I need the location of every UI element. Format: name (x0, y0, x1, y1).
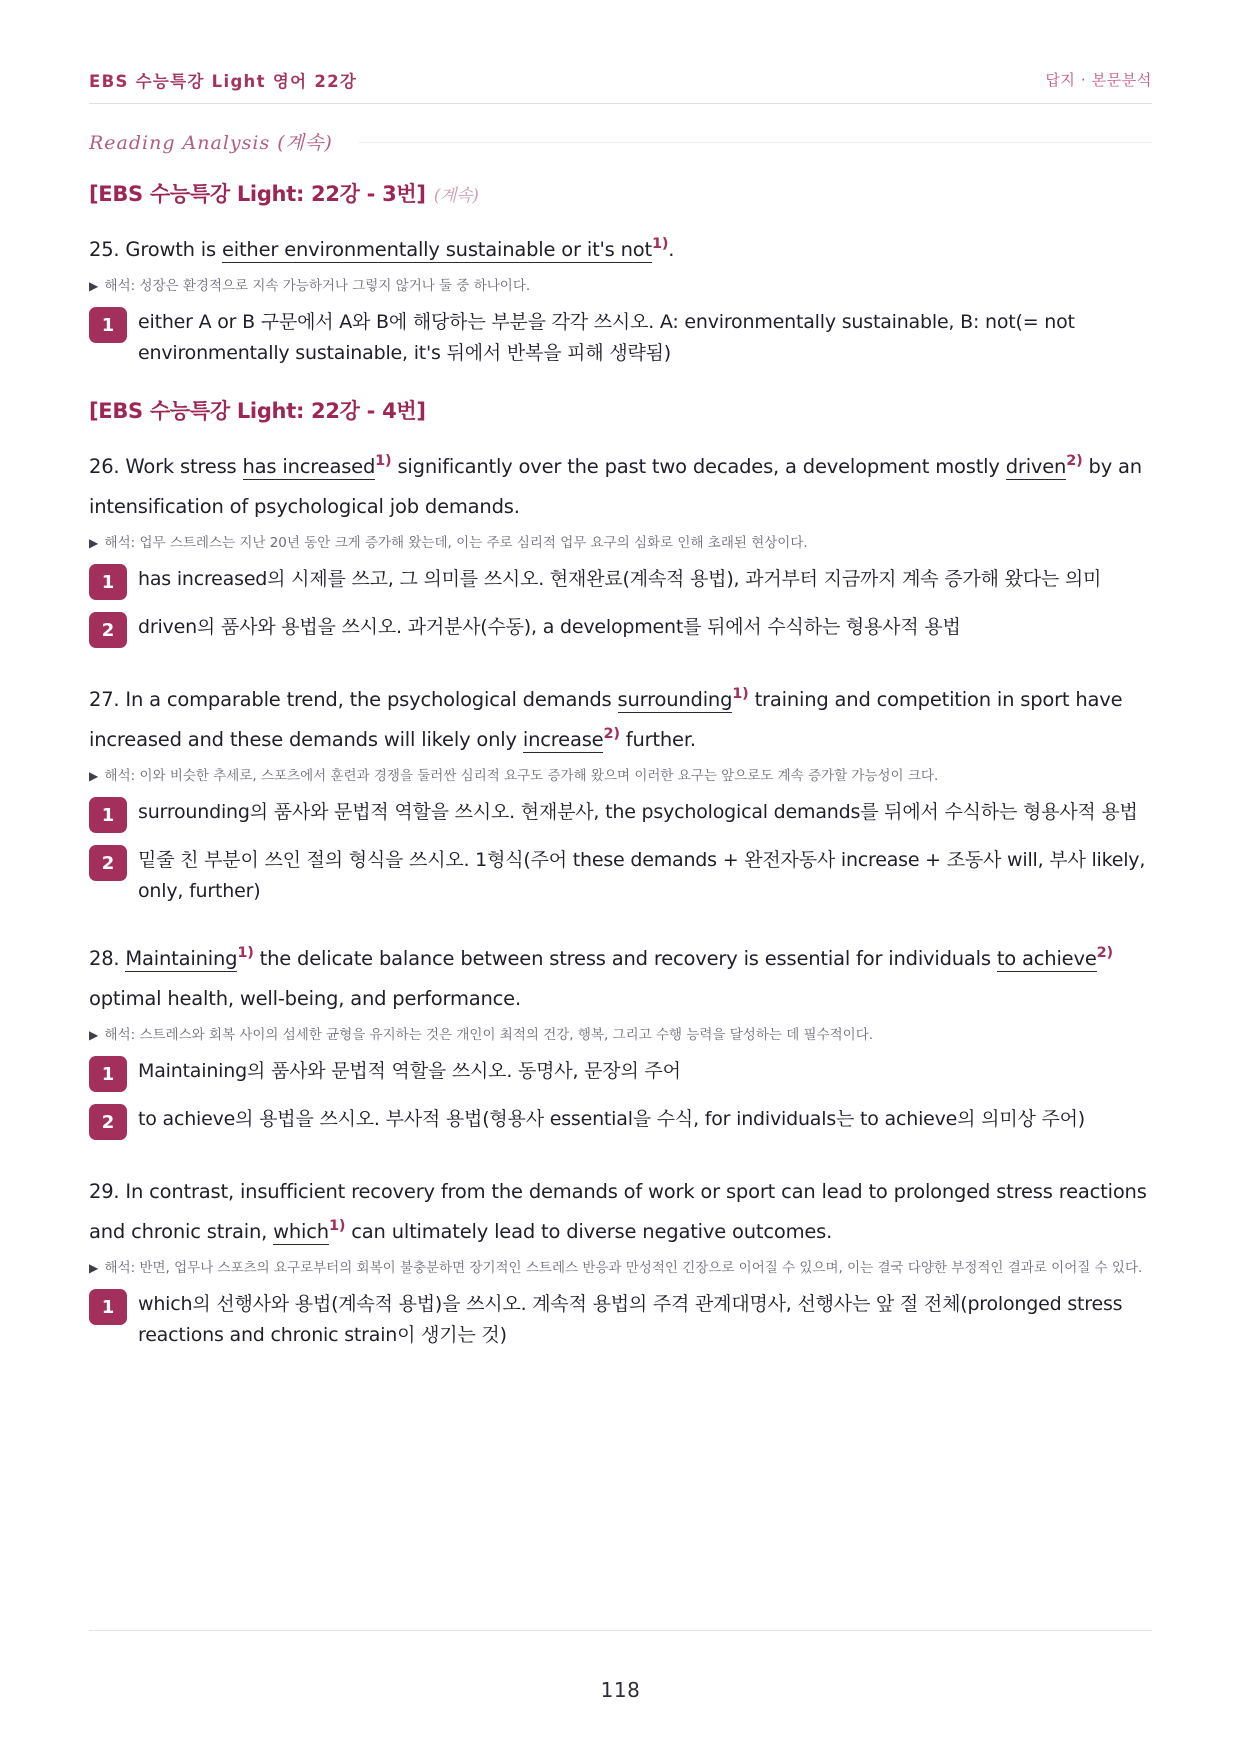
sentence-text: 27. In a comparable trend, the psychological demands (89, 688, 618, 711)
running-header (89, 68, 1152, 92)
question-text: surrounding의 품사와 문법적 역할을 쓰시오. 현재분사, the psychological demands를 뒤에서 수식하는 형용사적 용법 (138, 801, 1138, 823)
question-number-badge: 1 (89, 797, 127, 833)
question-marker: 1) (328, 1218, 346, 1234)
underlined-phrase: to achieve (996, 947, 1097, 970)
page-number: 118 (600, 1678, 641, 1702)
question-text: either A or B 구문에서 A와 B에 해당하는 부분을 각각 쓰시오. A: environmentally sustainable, B: not(= not environmentally sustainable, it's 뒤에서 반복을 피해 생략됨) (138, 311, 1075, 364)
sentence-text: can ultimately lead to diverse negative outcomes. (345, 1220, 833, 1243)
question-text: Maintaining의 품사와 문법적 역할을 쓰시오. 동명사, 문장의 주어 (138, 1060, 681, 1082)
triangle-right-icon: ▶ (89, 1028, 99, 1042)
question-marker: 2) (1066, 453, 1083, 469)
underlined-phrase: Maintaining (125, 947, 238, 970)
sentence-text: 25. Growth is (89, 238, 222, 261)
sentence-text: . (668, 238, 675, 261)
sentence-text: 29. In contrast, insufficient recovery from the demands of work or sport can lead to prolonged stress reactions and chronic strain, (89, 1180, 1147, 1243)
underlined-phrase: has increased (242, 455, 376, 478)
question-text: to achieve의 용법을 쓰시오. 부사적 용법(형용사 essential을 수식, for individuals는 to achieve의 의미상 주어) (138, 1108, 1085, 1130)
underlined-phrase: driven (1005, 455, 1067, 478)
underlined-phrase: which (273, 1220, 329, 1243)
translation-28 (89, 1025, 1152, 1046)
sentence-29 (89, 1172, 1152, 1252)
header-divider (89, 103, 1152, 104)
subheader-title: Reading Analysis (계속) (89, 132, 333, 154)
sentence-27 (89, 680, 1152, 760)
question-marker: 1) (651, 236, 669, 252)
sentence-26 (89, 447, 1152, 527)
question-marker: 1) (732, 686, 749, 702)
sentence-28 (89, 939, 1152, 1019)
translation-text: 해석: 성장은 환경적으로 지속 가능하거나 그렇지 않거나 둘 중 하나이다. (104, 278, 531, 294)
translation-27 (89, 766, 1152, 787)
underlined-phrase: surrounding (617, 688, 733, 711)
sentence-text: training and competition in sport have increased and these demands will likely only (89, 688, 1123, 751)
question-item (89, 1056, 1152, 1092)
translation-text: 해석: 이와 비슷한 추세로, 스포츠에서 훈련과 경쟁을 둘러싼 심리적 요구도 증가해 왔으며 이러한 요구는 앞으로도 계속 증가할 가능성이 크다. (104, 768, 939, 784)
section-title (89, 395, 1152, 425)
sentence-text: the delicate balance between stress and recovery is essential for individuals (253, 947, 997, 970)
sentence-text: further. (619, 728, 696, 751)
section-title (89, 178, 1152, 208)
sentence-text: 28. (89, 947, 126, 970)
translation-text: 해석: 스트레스와 회복 사이의 섬세한 균형을 유지하는 것은 개인이 최적의 건강, 행복, 그리고 수행 능력을 달성하는 데 필수적이다. (104, 1027, 874, 1043)
question-item (89, 564, 1152, 600)
subheader-divider (359, 142, 1152, 143)
question-marker: 2) (1096, 945, 1113, 961)
question-number-badge: 1 (89, 564, 127, 600)
question-item (89, 797, 1152, 833)
section-continued-label: (계속) (433, 186, 479, 206)
translation-26 (89, 533, 1152, 554)
triangle-right-icon: ▶ (89, 279, 99, 293)
sentence-text: significantly over the past two decades, a development mostly (391, 455, 1006, 478)
question-number-badge: 1 (89, 1289, 127, 1325)
question-item (89, 307, 1152, 369)
subheader (89, 128, 1152, 156)
main-content (89, 178, 1152, 1363)
translation-25 (89, 276, 1152, 297)
question-number-badge: 2 (89, 845, 127, 881)
header-title: EBS 수능특강 Light 영어 22강 (89, 72, 358, 91)
question-marker: 1) (375, 453, 392, 469)
question-text: driven의 품사와 용법을 쓰시오. 과거분사(수동), a development를 뒤에서 수식하는 형용사적 용법 (138, 616, 961, 638)
translation-text: 해석: 업무 스트레스는 지난 20년 동안 크게 증가해 왔는데, 이는 주로 심리적 업무 요구의 심화로 인해 초래된 현상이다. (104, 535, 808, 551)
question-text: which의 선행사와 용법(계속적 용법)을 쓰시오. 계속적 용법의 주격 관계대명사, 선행사는 앞 절 전체(prolonged stress reactions and chronic strain이 생기는 것) (138, 1293, 1123, 1346)
triangle-right-icon: ▶ (89, 536, 99, 550)
section-title-text: [EBS 수능특강 Light: 22강 - 4번] (89, 399, 426, 423)
underlined-phrase: increase (522, 728, 604, 751)
question-item (89, 612, 1152, 648)
question-marker: 1) (237, 945, 254, 961)
underlined-phrase: either environmentally sustainable or it's not (221, 238, 652, 261)
triangle-right-icon: ▶ (89, 769, 99, 783)
translation-text: 해석: 반면, 업무나 스포츠의 요구로부터의 회복이 불충분하면 장기적인 스트레스 반응과 만성적인 긴장으로 이어질 수 있으며, 이는 결국 다양한 부정적인 결과로 이어질 수 있다. (104, 1260, 1143, 1276)
question-item (89, 845, 1152, 907)
section-title-text: [EBS 수능특강 Light: 22강 - 3번] (89, 182, 426, 206)
question-item (89, 1104, 1152, 1140)
question-number-badge: 2 (89, 1104, 127, 1140)
question-marker: 2) (603, 726, 620, 742)
footer-divider (89, 1630, 1152, 1631)
question-text: 밑줄 친 부분이 쓰인 절의 형식을 쓰시오. 1형식(주어 these demands + 완전자동사 increase + 조동사 will, 부사 likely, only, further) (138, 849, 1146, 902)
sentence-text: optimal health, well-being, and performance. (89, 987, 521, 1010)
header-section: 답지 · 본문분석 (1045, 71, 1152, 89)
question-text: has increased의 시제를 쓰고, 그 의미를 쓰시오. 현재완료(계속적 용법), 과거부터 지금까지 계속 증가해 왔다는 의미 (138, 568, 1102, 590)
translation-29 (89, 1258, 1152, 1279)
sentence-text: 26. Work stress (89, 455, 243, 478)
page (89, 0, 1152, 1754)
question-number-badge: 2 (89, 612, 127, 648)
question-number-badge: 1 (89, 307, 127, 343)
sentence-25 (89, 230, 1152, 270)
question-item (89, 1289, 1152, 1351)
sentence-text: by an intensification of psychological job demands. (89, 455, 1142, 518)
question-number-badge: 1 (89, 1056, 127, 1092)
triangle-right-icon: ▶ (89, 1261, 99, 1275)
